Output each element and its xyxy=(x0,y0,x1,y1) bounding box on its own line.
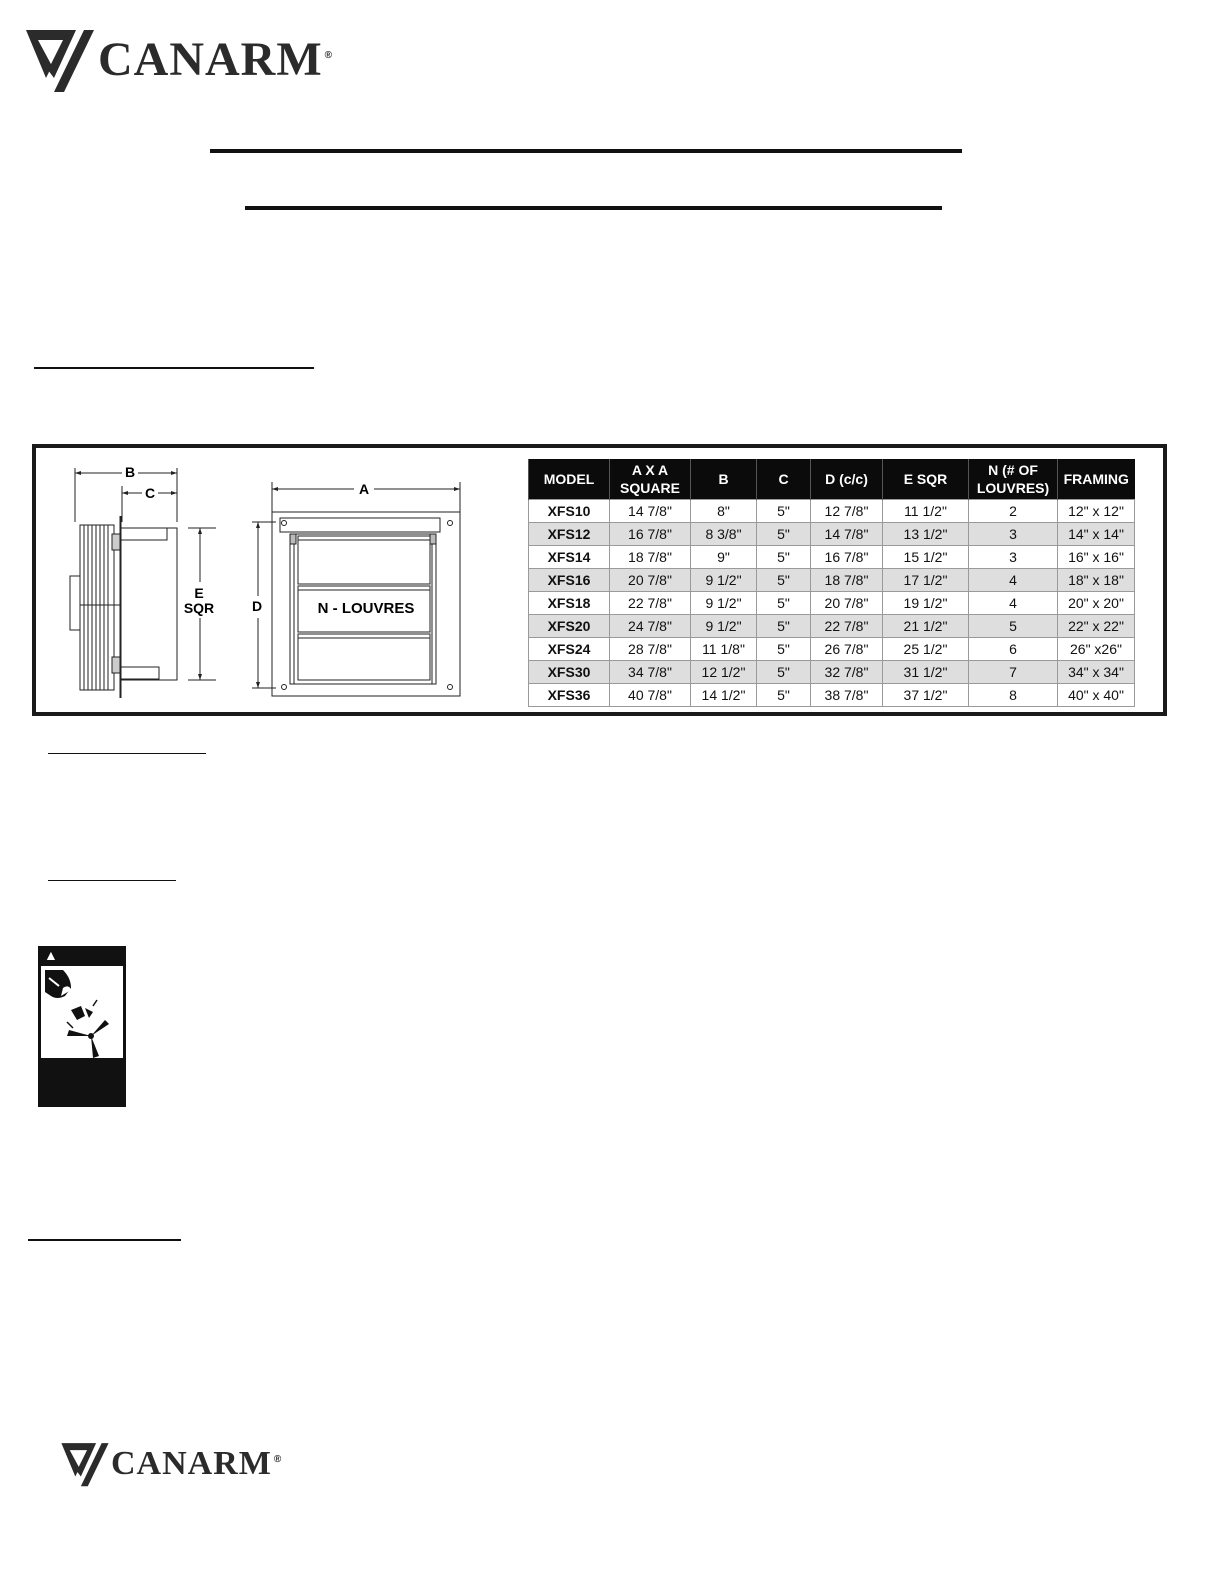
cell-a: 24 7/8" xyxy=(610,615,691,638)
cell-d: 12 7/8" xyxy=(811,500,883,523)
cell-c: 5" xyxy=(757,684,811,707)
table-row xyxy=(529,500,1135,523)
label-n-louvres: N - LOUVRES xyxy=(317,600,415,617)
cell-model: XFS24 xyxy=(529,638,610,661)
cell-model: XFS16 xyxy=(529,569,610,592)
cell-d: 32 7/8" xyxy=(811,661,883,684)
label-a: A xyxy=(358,481,370,497)
cell-n: 6 xyxy=(969,638,1058,661)
cell-d: 38 7/8" xyxy=(811,684,883,707)
col-framing: FRAMING xyxy=(1058,459,1135,500)
cell-e: 25 1/2" xyxy=(883,638,969,661)
cell-d: 26 7/8" xyxy=(811,638,883,661)
cell-model: XFS18 xyxy=(529,592,610,615)
cell-n: 5 xyxy=(969,615,1058,638)
cell-model: XFS10 xyxy=(529,500,610,523)
title-rule-1 xyxy=(210,149,962,153)
cell-a: 16 7/8" xyxy=(610,523,691,546)
cell-d: 20 7/8" xyxy=(811,592,883,615)
cell-c: 5" xyxy=(757,638,811,661)
table-row xyxy=(529,615,1135,638)
cell-n: 8 xyxy=(969,684,1058,707)
col-n-louvres: N (# OF LOUVRES) xyxy=(969,459,1058,500)
cell-n: 3 xyxy=(969,523,1058,546)
warning-pictogram xyxy=(41,966,123,1058)
cell-a: 20 7/8" xyxy=(610,569,691,592)
label-b: B xyxy=(124,464,136,480)
label-c: C xyxy=(144,485,156,501)
cell-framing: 26" x26" xyxy=(1058,638,1135,661)
cell-e: 13 1/2" xyxy=(883,523,969,546)
label-e: E xyxy=(194,585,204,601)
cell-b: 11 1/8" xyxy=(691,638,757,661)
cell-c: 5" xyxy=(757,569,811,592)
table-row xyxy=(529,684,1135,707)
cell-n: 7 xyxy=(969,661,1058,684)
front-view-diagram xyxy=(246,478,468,700)
cell-e: 37 1/2" xyxy=(883,684,969,707)
specification-table xyxy=(528,459,1135,707)
cell-e: 19 1/2" xyxy=(883,592,969,615)
cell-model: XFS30 xyxy=(529,661,610,684)
fan-blade-hazard-icon xyxy=(41,966,123,1058)
brand-name: CANARM xyxy=(98,33,323,86)
subsection-rule-2 xyxy=(48,880,176,881)
cell-framing: 16" x 16" xyxy=(1058,546,1135,569)
col-b: B xyxy=(691,459,757,500)
cell-b: 9" xyxy=(691,546,757,569)
cell-a: 22 7/8" xyxy=(610,592,691,615)
cell-framing: 20" x 20" xyxy=(1058,592,1135,615)
cell-b: 9 1/2" xyxy=(691,592,757,615)
table-row xyxy=(529,523,1135,546)
cell-e: 17 1/2" xyxy=(883,569,969,592)
cell-framing: 14" x 14" xyxy=(1058,523,1135,546)
cell-framing: 18" x 18" xyxy=(1058,569,1135,592)
cell-framing: 22" x 22" xyxy=(1058,615,1135,638)
cell-d: 16 7/8" xyxy=(811,546,883,569)
header-logo xyxy=(24,26,333,94)
table-header-row xyxy=(529,459,1135,500)
cell-c: 5" xyxy=(757,500,811,523)
registered-mark: ® xyxy=(273,1453,283,1465)
cell-model: XFS36 xyxy=(529,684,610,707)
table-row xyxy=(529,569,1135,592)
col-model: MODEL xyxy=(529,459,610,500)
col-axa-square: A X A SQUARE xyxy=(610,459,691,500)
warning-box xyxy=(38,946,126,1107)
cell-c: 5" xyxy=(757,592,811,615)
cell-e: 21 1/2" xyxy=(883,615,969,638)
col-c: C xyxy=(757,459,811,500)
cell-e: 15 1/2" xyxy=(883,546,969,569)
table-row xyxy=(529,661,1135,684)
cell-b: 8 3/8" xyxy=(691,523,757,546)
canarm-logo-icon xyxy=(24,26,96,94)
canarm-logo-icon xyxy=(60,1440,110,1488)
cell-model: XFS12 xyxy=(529,523,610,546)
cell-a: 18 7/8" xyxy=(610,546,691,569)
cell-model: XFS14 xyxy=(529,546,610,569)
cell-c: 5" xyxy=(757,546,811,569)
subsection-rule-3 xyxy=(28,1239,181,1241)
cell-n: 3 xyxy=(969,546,1058,569)
table-row xyxy=(529,638,1135,661)
cell-a: 40 7/8" xyxy=(610,684,691,707)
section-heading-rule xyxy=(34,367,314,369)
label-sqr: SQR xyxy=(183,600,215,616)
cell-framing: 34" x 34" xyxy=(1058,661,1135,684)
cell-a: 14 7/8" xyxy=(610,500,691,523)
footer-logo xyxy=(60,1440,282,1488)
cell-framing: 12" x 12" xyxy=(1058,500,1135,523)
cell-b: 8" xyxy=(691,500,757,523)
cell-framing: 40" x 40" xyxy=(1058,684,1135,707)
table-row xyxy=(529,546,1135,569)
col-e-sqr: E SQR xyxy=(883,459,969,500)
warning-triangle-icon: ▲ xyxy=(44,947,58,963)
cell-n: 4 xyxy=(969,592,1058,615)
cell-a: 34 7/8" xyxy=(610,661,691,684)
cell-d: 22 7/8" xyxy=(811,615,883,638)
cell-e: 11 1/2" xyxy=(883,500,969,523)
registered-mark: ® xyxy=(324,50,333,61)
brand-name: CANARM xyxy=(111,1445,272,1482)
cell-d: 14 7/8" xyxy=(811,523,883,546)
table-row xyxy=(529,592,1135,615)
cell-b: 9 1/2" xyxy=(691,615,757,638)
cell-n: 4 xyxy=(969,569,1058,592)
side-view-diagram xyxy=(66,462,226,702)
cell-b: 12 1/2" xyxy=(691,661,757,684)
cell-d: 18 7/8" xyxy=(811,569,883,592)
label-d: D xyxy=(251,598,263,614)
col-d: D (c/c) xyxy=(811,459,883,500)
cell-b: 9 1/2" xyxy=(691,569,757,592)
cell-n: 2 xyxy=(969,500,1058,523)
cell-c: 5" xyxy=(757,523,811,546)
cell-c: 5" xyxy=(757,615,811,638)
cell-a: 28 7/8" xyxy=(610,638,691,661)
subsection-rule-1 xyxy=(48,753,206,754)
cell-model: XFS20 xyxy=(529,615,610,638)
cell-b: 14 1/2" xyxy=(691,684,757,707)
cell-e: 31 1/2" xyxy=(883,661,969,684)
cell-c: 5" xyxy=(757,661,811,684)
title-rule-2 xyxy=(245,206,942,210)
